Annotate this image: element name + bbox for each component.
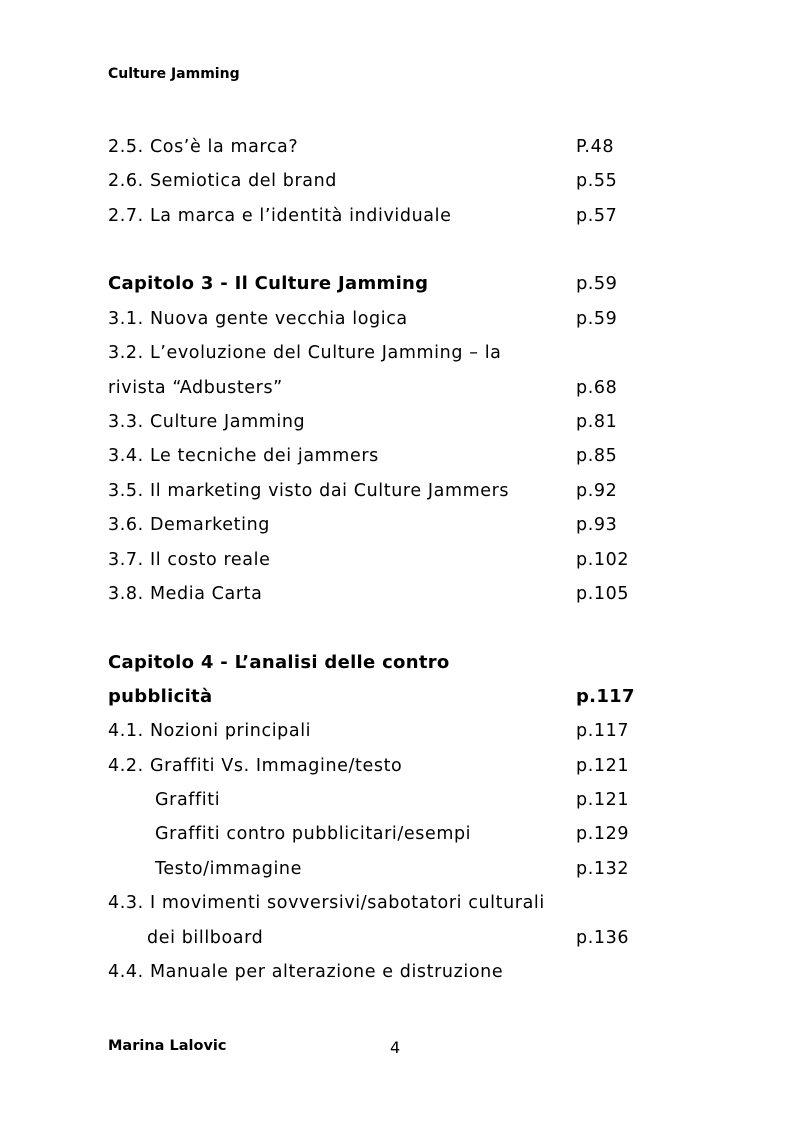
running-header: Culture Jamming (108, 66, 240, 82)
chapter-heading-title: pubblicità (108, 686, 213, 707)
toc-entry (108, 960, 668, 984)
toc-entry-title: 3.5. Il marketing visto dai Culture Jammers (108, 481, 510, 501)
toc-entry-continuation (108, 926, 668, 950)
toc-subentry (108, 822, 668, 846)
toc-entry-title: 3.1. Nuova gente vecchia logica (108, 309, 408, 329)
toc-entry-page: p.81 (576, 412, 618, 432)
toc-entry (108, 754, 668, 778)
toc-entry (108, 135, 668, 159)
toc-entry-page: p.55 (576, 171, 618, 191)
toc-entry-page: p.93 (576, 515, 618, 535)
toc-entry-title: 3.8. Media Carta (108, 584, 263, 604)
toc-entry-page: p.132 (576, 859, 630, 879)
footer-page-number: 4 (390, 1038, 401, 1057)
chapter-heading-title: Capitolo 3 - Il Culture Jamming (108, 273, 429, 294)
toc-entry (108, 444, 668, 468)
toc-entry-page: p.92 (576, 481, 618, 501)
toc-entry (108, 169, 668, 193)
toc-entry (108, 410, 668, 434)
toc-entry (108, 479, 668, 503)
toc-entry-page: p.59 (576, 273, 618, 294)
table-of-contents (108, 0, 668, 1123)
toc-entry-title: 3.3. Culture Jamming (108, 412, 306, 432)
toc-entry (108, 307, 668, 331)
toc-entry (108, 719, 668, 743)
toc-entry (108, 376, 668, 400)
toc-entry (108, 891, 668, 915)
chapter-heading-title: Capitolo 4 - L’analisi delle contro (108, 652, 450, 673)
toc-entry-title: 4.1. Nozioni principali (108, 721, 312, 741)
toc-entry (108, 204, 668, 228)
toc-entry-page: p.121 (576, 790, 630, 810)
chapter-heading (108, 272, 668, 296)
toc-entry-page: P.48 (576, 137, 615, 157)
toc-entry-title: 2.7. La marca e l’identità individuale (108, 206, 452, 226)
footer-author: Marina Lalovic (108, 1038, 227, 1054)
chapter-heading-page: p.117 (576, 686, 635, 707)
toc-entry-title: dei billboard (147, 928, 264, 948)
toc-entry-page: p.59 (576, 309, 618, 329)
toc-entry-page: p.117 (576, 721, 630, 741)
toc-subentry (108, 857, 668, 881)
toc-entry-title: 4.4. Manuale per alterazione e distruzione (108, 962, 504, 982)
toc-entry-title: 3.6. Demarketing (108, 515, 270, 535)
toc-entry-title: 3.4. Le tecniche dei jammers (108, 446, 379, 466)
toc-entry-page: p.102 (576, 550, 630, 570)
toc-entry (108, 582, 668, 606)
toc-entry-page: p.57 (576, 206, 618, 226)
toc-entry-title: 2.6. Semiotica del brand (108, 171, 338, 191)
toc-entry (108, 548, 668, 572)
toc-entry-title: 4.2. Graffiti Vs. Immagine/testo (108, 756, 403, 776)
toc-entry-page: p.85 (576, 446, 618, 466)
chapter-heading (108, 651, 668, 675)
toc-entry (108, 513, 668, 537)
toc-entry-title: 3.2. L’evoluzione del Culture Jamming – la (108, 343, 502, 363)
toc-subentry (108, 788, 668, 812)
toc-entry-page: p.136 (576, 928, 630, 948)
toc-entry-page: p.121 (576, 756, 630, 776)
toc-entry-title: 4.3. I movimenti sovversivi/sabotatori culturali (108, 893, 545, 913)
toc-entry-title: rivista “Adbusters” (108, 378, 283, 398)
toc-entry-page: p.129 (576, 824, 630, 844)
toc-entry-title: Graffiti (155, 790, 221, 810)
toc-entry-title: 2.5. Cos’è la marca? (108, 137, 299, 157)
toc-entry-page: p.105 (576, 584, 630, 604)
toc-entry (108, 341, 668, 365)
toc-entry-page: p.68 (576, 378, 618, 398)
toc-entry-title: Graffiti contro pubblicitari/esempi (155, 824, 472, 844)
toc-entry-title: Testo/immagine (155, 859, 302, 879)
toc-entry-title: 3.7. Il costo reale (108, 550, 271, 570)
chapter-heading (108, 685, 668, 709)
